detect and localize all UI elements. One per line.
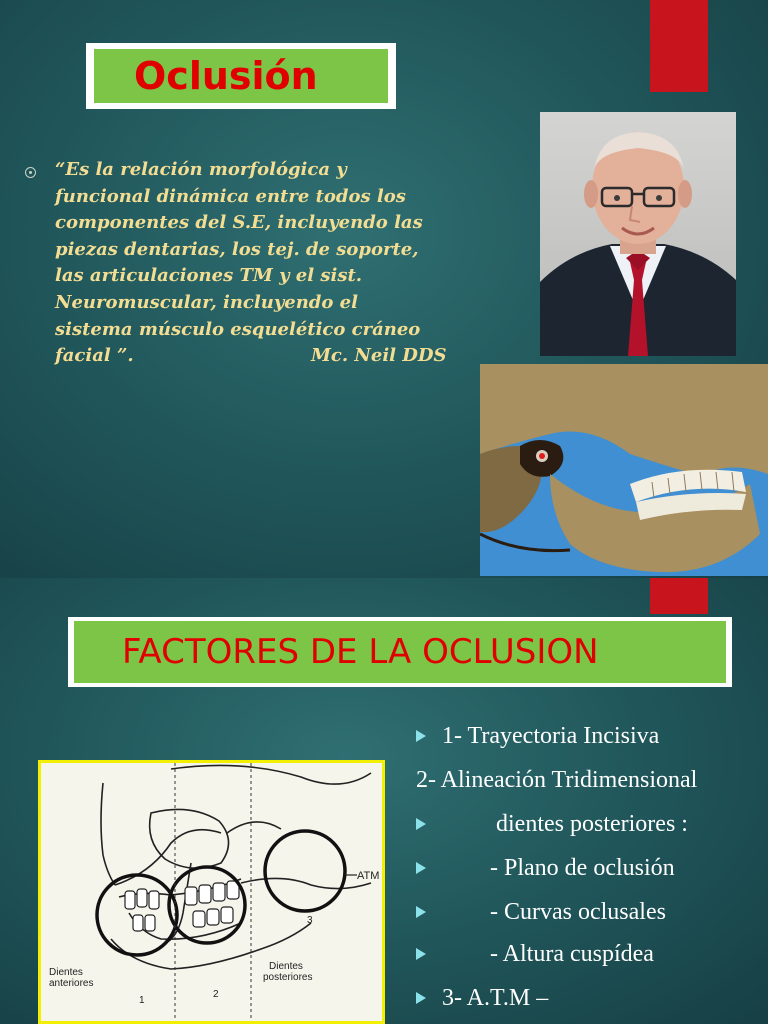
triangle-right-bullet-icon [416,992,426,1004]
triangle-right-bullet-icon [416,906,426,918]
title-banner [94,49,388,103]
list-item-text: - Plano de oclusión [490,855,675,881]
quote-line: facial ”. [55,345,134,367]
quote-author: Mc. Neil DDS [311,345,447,366]
list-item-text: - Altura cuspídea [490,941,654,967]
tmj-skull-illustration [480,364,768,576]
quote-line: sistema músculo esquelético cráneo [55,318,421,340]
list-item-text: dientes posteriores : [496,811,688,837]
label-posteriores: posteriores [263,972,313,983]
quote-line: componentes del S.E, incluyendo las [55,212,423,234]
slide-factores [0,578,768,1024]
list-item-text: 2- Alineación Tridimensional [416,767,698,793]
zone-2-label: 2 [213,989,219,1000]
circle-dot-bullet-icon [25,167,36,178]
quote-line: Neuromuscular, incluyendo el [55,291,358,313]
label-anteriores: Dientes [49,967,83,978]
triangle-right-bullet-icon [416,818,426,830]
occlusion-diagram [38,760,385,1024]
quote-line: funcional dinámica entre todos los [55,185,406,207]
slide-title: Oclusión [134,54,318,98]
zone-1-label: 1 [139,995,145,1006]
slide-title: FACTORES DE LA OCLUSION [122,632,599,672]
quote-line: piezas dentarias, los tej. de soporte, [55,238,419,260]
quote-line: “Es la relación morfológica y [55,159,347,180]
title-box [68,617,732,687]
label-anteriores: anteriores [49,978,94,989]
definition-quote [55,157,485,370]
label-posteriores: Dientes [269,961,303,972]
zone-3-label: 3 [307,915,313,926]
triangle-right-bullet-icon [416,862,426,874]
portrait-photo [540,112,736,356]
title-box [86,43,396,109]
red-accent-bar [650,578,708,614]
list-item-text: 3- A.T.M – [442,985,549,1011]
label-atm: ATM [357,870,380,882]
quote-line: las articulaciones TM y el sist. [55,265,363,287]
list-item-text: 1- Trayectoria Incisiva [442,723,660,749]
triangle-right-bullet-icon [416,730,426,742]
title-banner [74,621,726,683]
list-item-text: - Curvas oclusales [490,899,666,925]
triangle-right-bullet-icon [416,948,426,960]
red-accent-bar [650,0,708,92]
